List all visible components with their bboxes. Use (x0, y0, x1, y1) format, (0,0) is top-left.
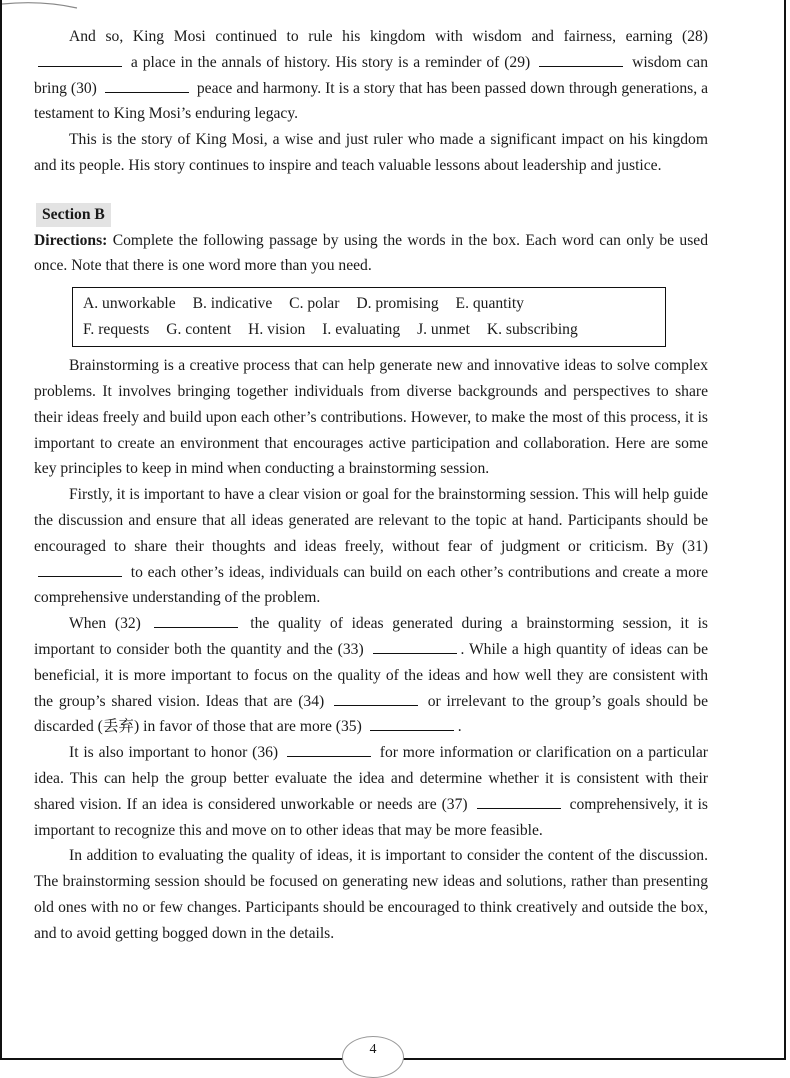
blank-31[interactable] (38, 562, 122, 577)
page-content (34, 24, 708, 947)
section-a-paragraph-1: And so, King Mosi continued to rule his kingdom with wisdom and fairness, earning (28) a place in the annals of history. His story is a reminder of (29) wisdom can bring (30) peace and harmony. It is a story that has been passed down through generations, a testament to King Mosi’s enduring legacy. (34, 28, 708, 123)
word-option: A. unworkable (83, 295, 176, 313)
word-option: K. subscribing (486, 321, 578, 339)
blank-32[interactable] (154, 613, 238, 628)
word-option: C. polar (289, 295, 340, 313)
word-option: E. quantity (455, 295, 524, 313)
word-option: G. content (166, 321, 232, 339)
blank-30[interactable] (105, 78, 189, 93)
blank-36[interactable] (287, 742, 371, 757)
word-box-row-2 (83, 317, 655, 343)
word-option: J. unmet (417, 321, 470, 339)
passage-paragraph-2: Firstly, it is important to have a clear vision or goal for the brainstorming session. This will help guide the discussion and ensure that all ideas generated are relevant to the topic at hand. Participants should be encouraged to share their thoughts and ideas freely, without fear of judgment or criticism. By (31) to each other’s ideas, individuals can build on each other’s contributions and create a more comprehensive understanding of the problem. (34, 486, 708, 607)
passage-paragraph-1: Brainstorming is a creative process that can help generate new and innovative ideas to solve complex problems. It involves bringing together individuals from diverse backgrounds and perspectives to share their ideas freely and build upon each other’s contributions. However, to make the most of this process, it is important to create an environment that encourages active participation and collaboration. Here are some key principles to keep in mind when conducting a brainstorming session. (34, 357, 708, 478)
directions-text: Complete the following passage by using the words in the box. Each word can only be used once. Note that there is one word more than you need. (34, 231, 708, 275)
passage-paragraph-3: When (32) the quality of ideas generated during a brainstorming session, it is important to consider both the quantity and the (33) . While a high quantity of ideas can be beneficial, it is more important to focus on the quality of the ideas and how well they are consistent with the group’s shared vision. Ideas that are (34) or irrelevant to the group’s goals should be discarded (丢弃) in favor of those that are more (35) . (34, 615, 708, 736)
decorative-curve-icon (2, 0, 82, 10)
word-option: H. vision (248, 321, 306, 339)
word-box-row-1 (83, 291, 655, 317)
section-a-paragraph-2: This is the story of King Mosi, a wise and just ruler who made a significant impact on his kingdom and its people. His story continues to inspire and teach valuable lessons about leadership and justice. (34, 131, 708, 174)
blank-37[interactable] (477, 794, 561, 809)
section-b-label: Section B (36, 203, 111, 227)
blank-35[interactable] (370, 716, 454, 731)
blank-33[interactable] (373, 639, 457, 654)
word-option: B. indicative (192, 295, 273, 313)
directions-title: Directions: (34, 231, 108, 249)
blank-34[interactable] (334, 691, 418, 706)
directions (34, 228, 708, 280)
passage-paragraph-5: In addition to evaluating the quality of ideas, it is important to consider the content of the discussion. The brainstorming session should be focused on generating new ideas and solutions, rather than presenting old ones with no or few changes. Participants should be encouraged to think creatively and outside the box, and to avoid getting bogged down in the details. (34, 847, 708, 942)
word-option: I. evaluating (322, 321, 401, 339)
word-option: D. promising (356, 295, 439, 313)
blank-29[interactable] (539, 52, 623, 67)
word-option: F. requests (83, 321, 150, 339)
passage-paragraph-4: It is also important to honor (36) for more information or clarification on a particular idea. This can help the group better evaluate the idea and determine whether it is consistent with their shared vision. If an idea is considered unworkable or needs are (37) comprehensively, it is important to recognize this and move on to other ideas that may be more feasible. (34, 744, 709, 839)
blank-28[interactable] (38, 52, 122, 67)
page-number: 4 (342, 1036, 404, 1078)
word-box (72, 287, 666, 347)
